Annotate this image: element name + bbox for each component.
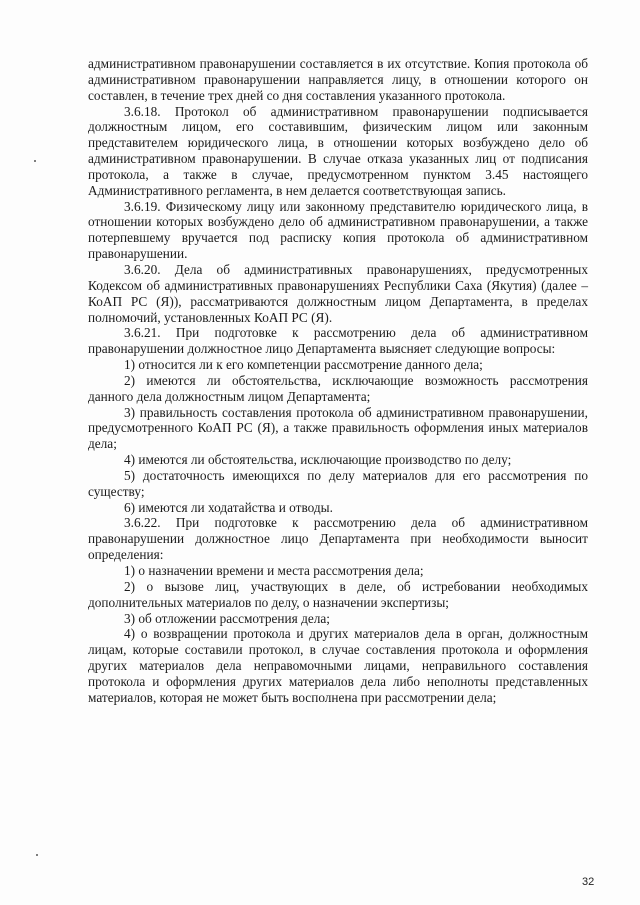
paragraph-3-6-18: 3.6.18. Протокол об административном правонарушении подписывается должностным лицом, его составившим, физическим лицом или законным представителем юридического лица, в отношении которых возбуждено дело об административном правонарушении. В случае отказа указанных лиц от подписания протокола, а также в случае, предусмотренном пунктом 3.45 настоящего Административного регламента, в нем делается соответствующая запись. [88,103,588,198]
scan-speck [34,160,36,162]
paragraph-3-6-22: 3.6.22. При подготовке к рассмотрению дела об административном правонарушении должностное лицо Департамента при необходимости выносит определения: [88,515,588,563]
list-item: 2) о вызове лиц, участвующих в деле, об истребовании необходимых дополнительных материалов по делу, о назначении экспертизы; [88,578,588,610]
list-item: 1) относится ли к его компетенции рассмотрение данного дела; [124,357,483,373]
paragraph-3-6-20: 3.6.20. Дела об административных правонарушениях, предусмотренных Кодексом об административных правонарушениях Республики Саха (Якутия) (далее – КоАП РС (Я)), рассматриваются должностным лицом Департамента, в пределах полномочий, установленных КоАП РС (Я). [88,261,588,325]
list-item: 6) имеются ли ходатайства и отводы. [124,499,333,515]
list-item: 5) достаточность имеющихся по делу материалов для его рассмотрения по существу; [88,467,588,499]
list-item: 1) о назначении времени и места рассмотрения дела; [124,563,424,578]
document-body [88,56,588,706]
paragraph-continuation: административном правонарушении составляется в их отсутствие. Копия протокола об административном правонарушении направляется лицу, в отношении которого он составлен, в течение трех дней со дня составления указанного протокола. [88,56,588,103]
page-number: 32 [582,876,595,888]
list-item: 3) об отложении рассмотрения дела; [124,610,330,626]
scan-speck [36,854,38,856]
list-item: 4) о возвращении протокола и других материалов дела в орган, должностным лицам, которые составили протокол, в случае составления протокола и оформления других материалов дела неправомочными лицами, неправильного составления протокола и оформления других материалов дела либо неполноты представленных материалов, которая не может быть восполнена при рассмотрении дела; [88,626,588,705]
paragraph-3-6-21: 3.6.21. При подготовке к рассмотрению дела об административном правонарушении должностное лицо Департамента выясняет следующие вопросы: [88,325,588,357]
list-item: 2) имеются ли обстоятельства, исключающие возможность рассмотрения данного дела должностным лицом Департамента; [88,372,588,404]
paragraph-3-6-19: 3.6.19. Физическому лицу или законному представителю юридического лица, в отношении которых возбуждено дело об административном правонарушении, а также потерпевшему вручается под расписку копия протокола об административном правонарушении. [88,198,588,262]
list-item: 4) имеются ли обстоятельства, исключающие производство по делу; [124,452,512,468]
list-item: 3) правильность составления протокола об административном правонарушении, предусмотренного КоАП РС (Я), а также правильность оформления иных материалов дела; [88,404,588,452]
